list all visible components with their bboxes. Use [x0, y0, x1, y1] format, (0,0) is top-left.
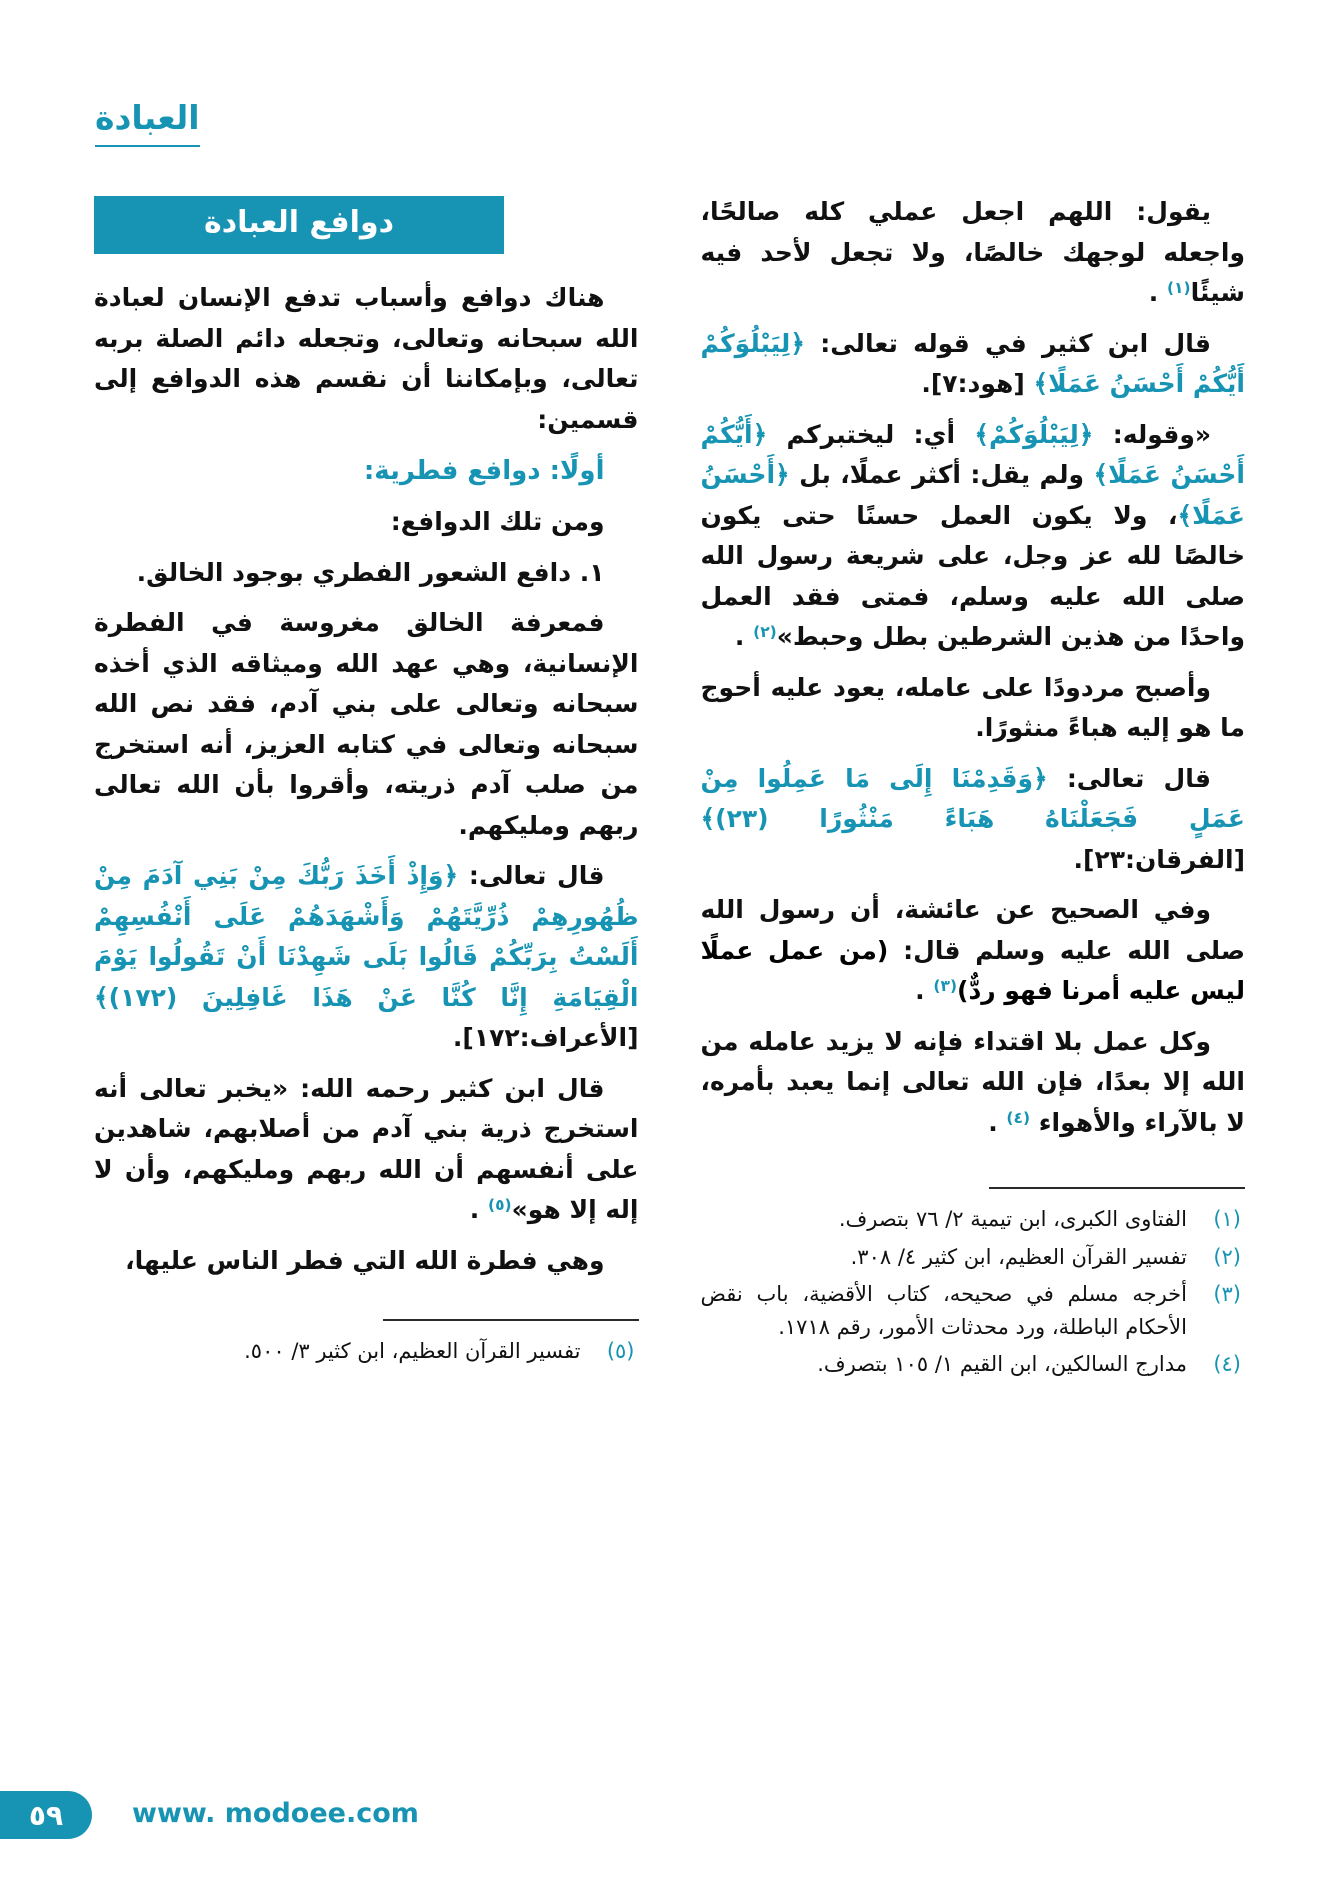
text-segment: ومن تلك الدوافع: — [390, 507, 605, 537]
footnote-text: مدارج السالكين، ابن القيم ١/ ١٠٥ بتصرف. — [817, 1352, 1187, 1377]
footnote-separator-line — [989, 1187, 1245, 1189]
quran-verse: ﴿وَإِذْ أَخَذَ رَبُّكَ مِنْ بَنِي آدَمَ مِنْ ظُهُورِهِمْ ذُرِّيَّتَهُمْ وَأَشْهَدَهُمْ عَلَى أَنْفُسِهِمْ أَلَسْتُ بِرَبِّكُمْ قَالُوا بَلَى شَهِدْنَا أَنْ تَقُولُوا يَوْمَ الْقِيَامَةِ إِنَّا كُنَّا عَنْ هَذَا غَافِلِينَ (١٧٢)﴾ — [94, 861, 639, 1012]
text-segment: فمعرفة الخالق مغروسة في الفطرة الإنسانية، وهي عهد الله وميثاقه الذي أخذه سبحانه وتعالى على بني آدم، فقد نص الله سبحانه وتعالى في كتابه العزيز، أنه استخرج من صلب آدم ذريته، وأقروا بأن الله تعالى ربهم ومليكهم. — [94, 608, 639, 840]
text-segment: [الأعراف:١٧٢]. — [452, 1023, 639, 1053]
footnote-ref: (٣) — [933, 977, 958, 995]
footnote-separator-line — [383, 1319, 639, 1321]
paragraph — [701, 890, 1246, 1012]
right-column-footnotes — [701, 1187, 1246, 1381]
paragraph — [701, 759, 1246, 881]
left-column-footnotes — [94, 1319, 639, 1368]
bold-text: (من عمل عملًا ليس عليه أمرنا فهو ردٌّ) — [700, 935, 1245, 1005]
text-segment: أي: ليختبركم — [767, 419, 975, 449]
footnote-text: الفتاوى الكبرى، ابن تيمية ٢/ ٧٦ بتصرف. — [838, 1207, 1187, 1231]
text-segment: . — [469, 1195, 488, 1225]
footnote-number: (٣) — [1213, 1282, 1241, 1307]
footnote-ref: (١) — [1166, 279, 1191, 297]
text-segment: «وقوله: — [1093, 419, 1212, 449]
page-header — [95, 98, 200, 147]
right-column-paragraphs — [701, 192, 1246, 1143]
paragraph — [94, 553, 639, 594]
left-column-paragraphs — [94, 278, 639, 1281]
content — [94, 192, 1245, 1386]
website-text: www. modoee.com — [132, 1798, 419, 1829]
text-segment: وفي الصحيح عن عائشة، أن رسول الله صلى الله عليه وسلم قال: — [700, 895, 1246, 965]
column-left — [94, 192, 639, 1386]
text-segment: . — [734, 622, 754, 651]
footnote-text: تفسير القرآن العظيم، ابن كثير ٣/ ٥٠٠. — [244, 1339, 581, 1364]
footnote-number: (١) — [1213, 1207, 1241, 1231]
text-segment: وأصبح مردودًا على عامله، يعود عليه أحوج ما هو إليه هباءً منثورًا. — [700, 672, 1245, 742]
paragraph — [94, 856, 639, 1059]
paragraph — [94, 278, 639, 440]
footnote — [94, 1335, 639, 1368]
text-segment: ١. دافع الشعور الفطري بوجود الخالق. — [136, 557, 605, 587]
footnote — [701, 1241, 1246, 1274]
text-segment: [هود:٧]. — [921, 369, 1034, 398]
text-segment: قال تعالى: — [458, 861, 605, 891]
page-number: ٥٩ — [28, 1798, 64, 1832]
text-segment: هناك دوافع وأسباب تدفع الإنسان لعبادة الله سبحانه وتعالى، وتجعله دائم الصلة بربه تعالى، وبإمكاننا أن نقسم هذه الدوافع إلى قسمين: — [94, 283, 639, 434]
text-segment: قال ابن كثير في قوله تعالى: — [804, 328, 1211, 358]
quran-verse: ﴿وَقَدِمْنَا إِلَى مَا عَمِلُوا مِنْ عَمَلٍ فَجَعَلْنَاهُ هَبَاءً مَنْثُورًا (٢٣)﴾ — [700, 763, 1245, 833]
footnote — [701, 1278, 1246, 1343]
paragraph — [94, 1241, 639, 1282]
footnote-number: (٥) — [606, 1339, 635, 1364]
text-segment: يقول: اللهم اجعل عملي كله صالحًا، واجعله لوجهك خالصًا، ولا تجعل لأحد فيه شيئًا — [700, 197, 1245, 307]
page-header-title: العبادة — [95, 98, 200, 147]
paragraph — [701, 192, 1246, 314]
footnote-ref: (٤) — [1006, 1108, 1031, 1127]
page-number-badge — [0, 1791, 92, 1839]
text-segment: ولم يقل: أكثر عملًا، بل — [789, 460, 1094, 489]
footnote — [701, 1348, 1246, 1381]
footnote — [701, 1203, 1246, 1236]
text-segment: وكل عمل بلا اقتداء فإنه لا يزيد عامله من الله إلا بعدًا، فإن الله تعالى إنما يعبد بأمره، لا بالآراء والأهواء — [700, 1026, 1245, 1137]
footnote-ref: (٥) — [487, 1196, 512, 1215]
footnote-number: (٢) — [1213, 1244, 1241, 1269]
text-segment: . — [988, 1107, 1007, 1137]
text-segment: وهي فطرة الله التي فطر الناس عليها، — [125, 1245, 605, 1275]
text-segment: [الفرقان:٢٣]. — [1073, 844, 1245, 874]
quran-verse: ﴿أَيُّكُمْ أَحْسَنُ عَمَلًا﴾ — [700, 419, 1245, 489]
quran-verse: ﴿أَحْسَنُ عَمَلًا﴾ — [700, 460, 1245, 530]
quran-verse: ﴿لِيَبْلُوَكُمْ﴾ — [974, 419, 1094, 449]
text-segment: قال ابن كثير رحمه الله: «يخبر تعالى أنه استخرج ذرية بني آدم من أصلابهم، شاهدين على أنفسهم أن الله ربهم ومليكهم، وأن لا إله إلا هو» — [94, 1073, 639, 1225]
text-segment: . — [915, 976, 934, 1005]
text-segment: . — [1148, 278, 1167, 307]
quran-verse: ﴿لِيَبْلُوَكُمْ أَيُّكُمْ أَحْسَنُ عَمَلًا﴾ — [700, 328, 1245, 398]
paragraph — [701, 324, 1246, 405]
text-segment: قال تعالى: — [1047, 763, 1211, 793]
footnote-text: تفسير القرآن العظيم، ابن كثير ٤/ ٣٠٨. — [850, 1244, 1187, 1269]
text-segment: ، ولا يكون العمل حسنًا حتى يكون خالصًا لله عز وجل، على شريعة رسول الله صلى الله عليه وسلم، فمتى فقد العمل واحدًا من هذين الشرطين بطل وحبط» — [700, 500, 1245, 651]
footnote-number: (٤) — [1213, 1352, 1241, 1377]
inline-heading: أولًا: دوافع فطرية: — [363, 456, 605, 486]
section-title-box — [94, 196, 504, 254]
footnote-text: أخرجه مسلم في صحيحه، كتاب الأقضية، باب نقض الأحكام الباطلة، ورد محدثات الأمور، رقم ١٧١٨. — [700, 1282, 1187, 1339]
paragraph — [94, 450, 639, 492]
footnote-list — [701, 1203, 1246, 1381]
column-right — [701, 192, 1246, 1386]
paragraph — [94, 1069, 639, 1231]
paragraph — [94, 502, 639, 543]
paragraph — [701, 415, 1246, 658]
paragraph — [701, 1022, 1246, 1144]
paragraph — [94, 603, 639, 846]
paragraph — [701, 668, 1246, 749]
footnote-list — [94, 1335, 639, 1368]
footnote-ref: (٢) — [753, 623, 777, 641]
section-title-label: دوافع العبادة — [203, 205, 394, 240]
